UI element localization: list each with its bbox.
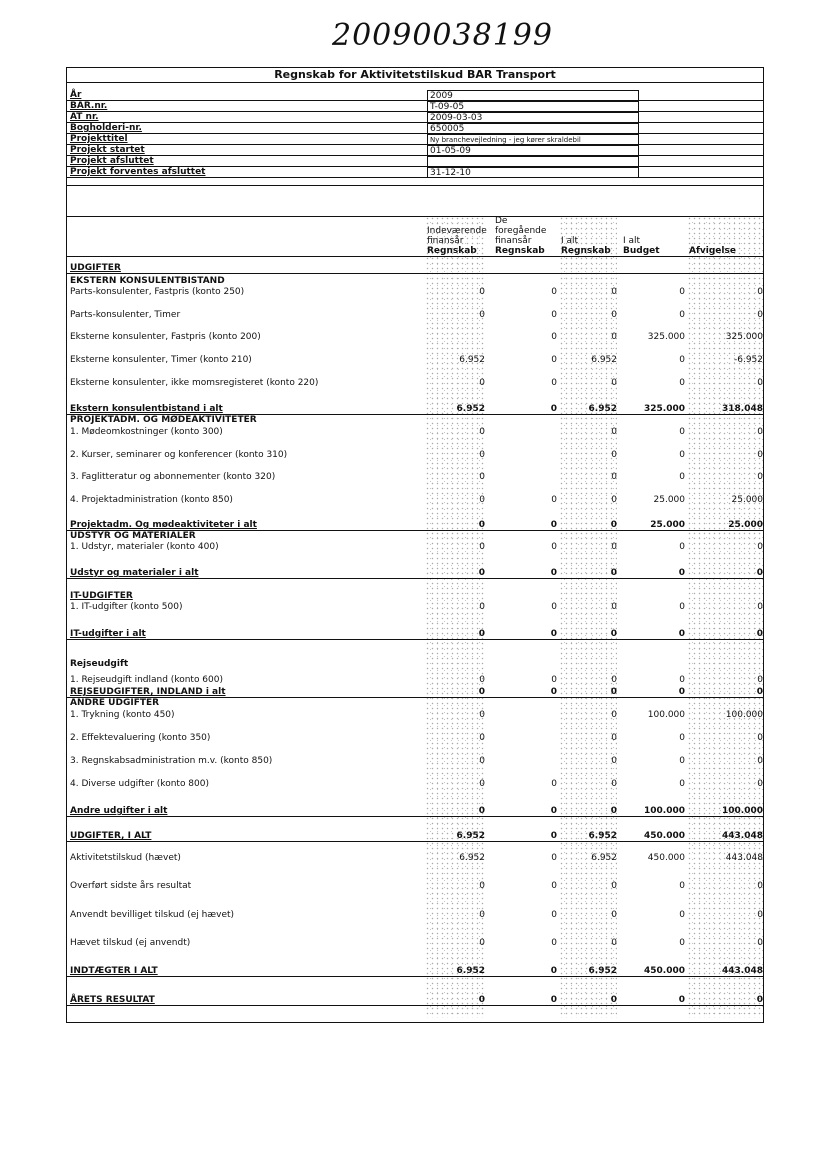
value-c5: 0 (756, 629, 763, 639)
row-label: REJSEUDGIFTER, INDLAND i alt (70, 687, 226, 697)
ledger-section-header (67, 698, 763, 709)
value-c3: 0 (610, 568, 617, 578)
value-c5: 443.048 (725, 853, 763, 863)
value-c1: 0 (478, 520, 485, 530)
col3-header: I alt Regnskab (561, 236, 611, 256)
row-label: Andre udgifter i alt (70, 806, 168, 816)
value-c1: 6.952 (456, 831, 485, 841)
ledger-item-row (67, 779, 763, 790)
row-label: Ekstern konsulentbistand i alt (70, 404, 223, 414)
row-label: Aktivitetstilskud (hævet) (70, 853, 181, 863)
value-c1: 0 (479, 910, 485, 920)
value-c2: 0 (550, 995, 557, 1005)
ledger-item-row (67, 378, 763, 389)
value-c4: 0 (679, 355, 685, 365)
value-c1: 6.952 (459, 853, 485, 863)
value-c4: 0 (679, 938, 685, 948)
value-c4: 0 (679, 779, 685, 789)
row-label: Udstyr og materialer i alt (70, 568, 199, 578)
row-label: Hævet tilskud (ej anvendt) (70, 938, 191, 948)
value-c1: 0 (479, 733, 485, 743)
ledger-item-row (67, 602, 763, 613)
value-c2: 0 (551, 495, 557, 505)
value-c1: 0 (479, 938, 485, 948)
value-c2: 0 (550, 520, 557, 530)
value-c4: 450.000 (647, 853, 685, 863)
value-c2: 0 (551, 310, 557, 320)
row-label: Eksterne konsulenter, Fastpris (konto 200) (70, 332, 261, 342)
value-c5: 100.000 (722, 806, 763, 816)
value-c1: 0 (479, 881, 485, 891)
row-label: EKSTERN KONSULENTBISTAND (70, 276, 225, 286)
value-c2: 0 (550, 831, 557, 841)
ledger-section-header (67, 415, 763, 426)
value-c3: 0 (610, 687, 617, 697)
meta-key: Projekttitel (70, 134, 128, 144)
value-c5: 0 (757, 450, 763, 460)
value-c1: 6.952 (456, 966, 485, 976)
ledger-item-row (67, 675, 763, 686)
ledger-section-header (67, 659, 763, 670)
value-c1: 0 (479, 710, 485, 720)
value-c4: 0 (679, 472, 685, 482)
value-c3: 0 (611, 287, 617, 297)
value-c4: 100.000 (647, 710, 685, 720)
value-c3: 0 (610, 806, 617, 816)
value-c3: 0 (611, 450, 617, 460)
value-c4: 0 (679, 427, 685, 437)
value-c3: 0 (610, 629, 617, 639)
row-label: IT-udgifter i alt (70, 629, 146, 639)
value-c5: 0 (757, 779, 763, 789)
value-c4: 25.000 (653, 495, 685, 505)
ledger-item-row (67, 938, 763, 949)
value-c2: 0 (551, 881, 557, 891)
row-label: Parts-konsulenter, Timer (70, 310, 181, 320)
value-c4: 0 (678, 568, 685, 578)
value-c1: 0 (479, 450, 485, 460)
ledger-item-row (67, 733, 763, 744)
value-c4: 0 (679, 378, 685, 388)
row-label: UDGIFTER, I ALT (70, 831, 152, 841)
value-c4: 100.000 (644, 806, 685, 816)
row-label: Eksterne konsulenter, ikke momsregisteret (konto 220) (70, 378, 319, 388)
sheet-title: Regnskab for Aktivitetstilskud BAR Transport (67, 68, 763, 83)
value-c5: 0 (756, 687, 763, 697)
ledger-item-row (67, 332, 763, 343)
meta-value: 2009-03-03 (427, 112, 639, 123)
row-label: 1. Trykning (konto 450) (70, 710, 175, 720)
value-c1: 0 (479, 675, 485, 685)
row-label: Rejseudgift (70, 659, 129, 669)
value-c3: 0 (611, 495, 617, 505)
row-label: UDGIFTER (70, 263, 121, 273)
value-c5: 0 (757, 378, 763, 388)
meta-value: 31-12-10 (427, 167, 639, 178)
value-c4: 0 (678, 995, 685, 1005)
value-c5: 0 (757, 675, 763, 685)
value-c5: 443.048 (722, 966, 763, 976)
value-c2: 0 (550, 629, 557, 639)
value-c4: 325.000 (647, 332, 685, 342)
ledger-section-header (67, 276, 763, 287)
value-c3: 0 (611, 310, 617, 320)
value-c3: 0 (611, 733, 617, 743)
value-c1: 0 (479, 779, 485, 789)
ledger-item-row (67, 310, 763, 321)
value-c3: 6.952 (591, 355, 617, 365)
value-c4: 0 (679, 881, 685, 891)
value-c1: 0 (478, 629, 485, 639)
value-c4: 0 (679, 310, 685, 320)
value-c5: 0 (757, 881, 763, 891)
value-c3: 0 (611, 675, 617, 685)
meta-key: Bogholderi-nr. (70, 123, 142, 133)
ledger-section-header (67, 531, 763, 542)
value-c3: 0 (611, 910, 617, 920)
value-c1: 0 (479, 602, 485, 612)
value-c2: 0 (551, 355, 557, 365)
value-c4: 450.000 (644, 831, 685, 841)
value-c4: 0 (679, 542, 685, 552)
ledger-item-row (67, 472, 763, 483)
value-c5: 318.048 (722, 404, 763, 414)
value-c1: 6.952 (459, 355, 485, 365)
meta-key: Projekt afsluttet (70, 156, 154, 166)
value-c5: 0 (757, 910, 763, 920)
row-label: Overført sidste års resultat (70, 881, 192, 891)
value-c1: 6.952 (456, 404, 485, 414)
value-c4: 450.000 (644, 966, 685, 976)
meta-key: AT nr. (70, 112, 99, 122)
value-c5: 325.000 (725, 332, 763, 342)
value-c3: 0 (611, 756, 617, 766)
value-c4: 0 (679, 675, 685, 685)
value-c4: 0 (679, 910, 685, 920)
row-label: 4. Diverse udgifter (konto 800) (70, 779, 209, 789)
ledger-item-row (67, 427, 763, 438)
value-c1: 0 (478, 995, 485, 1005)
value-c5: 0 (757, 542, 763, 552)
row-label: UDSTYR OG MATERIALER (70, 531, 196, 541)
col5-header: Afvigelse (689, 246, 736, 256)
value-c1: 0 (479, 310, 485, 320)
value-c4: 0 (678, 629, 685, 639)
value-c2: 0 (550, 687, 557, 697)
value-c1: 0 (479, 472, 485, 482)
row-label: 3. Regnskabsadministration m.v. (konto 850) (70, 756, 273, 766)
value-c4: 0 (679, 287, 685, 297)
row-label: INDTÆGTER I ALT (70, 966, 158, 976)
value-c1: 0 (478, 806, 485, 816)
value-c4: 25.000 (650, 520, 685, 530)
ledger-item-row (67, 756, 763, 767)
value-c4: 0 (679, 733, 685, 743)
value-c2: 0 (551, 910, 557, 920)
value-c3: 0 (611, 602, 617, 612)
row-label: ÅRETS RESULTAT (70, 995, 155, 1005)
value-c3: 0 (611, 938, 617, 948)
col4-header: I alt Budget (623, 236, 660, 256)
meta-key: År (70, 90, 82, 100)
ledger-item-row (67, 910, 763, 921)
value-c5: 0 (757, 938, 763, 948)
value-c5: 0 (757, 602, 763, 612)
value-c3: 6.952 (588, 831, 617, 841)
value-c3: 0 (611, 779, 617, 789)
col1-header: Indeværende finansår Regnskab (427, 226, 487, 256)
value-c2: 0 (551, 287, 557, 297)
value-c2: 0 (550, 568, 557, 578)
value-c3: 0 (611, 378, 617, 388)
value-c3: 0 (610, 520, 617, 530)
value-c1: 0 (479, 378, 485, 388)
row-label: IT-UDGIFTER (70, 591, 133, 601)
handwritten-document-number: 20090038199 (332, 18, 553, 53)
row-label: 1. IT-udgifter (konto 500) (70, 602, 183, 612)
ledger-item-row (67, 355, 763, 366)
value-c5: 100.000 (725, 710, 763, 720)
meta-value: T-09-05 (427, 101, 639, 112)
value-c4: 0 (679, 450, 685, 460)
value-c3: 6.952 (588, 404, 617, 414)
value-c2: 0 (550, 404, 557, 414)
value-c5: 0 (757, 472, 763, 482)
meta-key: BAR.nr. (70, 101, 108, 111)
value-c3: 0 (611, 332, 617, 342)
row-label: 2. Kurser, seminarer og konferencer (konto 310) (70, 450, 288, 460)
value-c1: 0 (478, 687, 485, 697)
value-c5: 0 (757, 733, 763, 743)
meta-value: 2009 (427, 90, 639, 101)
value-c2: 0 (550, 806, 557, 816)
value-c1: 0 (479, 427, 485, 437)
value-c2: 0 (551, 602, 557, 612)
row-label: 3. Faglitteratur og abonnementer (konto 320) (70, 472, 276, 482)
value-c1: 0 (479, 495, 485, 505)
row-label: Parts-konsulenter, Fastpris (konto 250) (70, 287, 245, 297)
value-c2: 0 (551, 675, 557, 685)
value-c1: 0 (479, 542, 485, 552)
value-c5: 0 (756, 995, 763, 1005)
value-c4: 325.000 (644, 404, 685, 414)
value-c5: 0 (757, 756, 763, 766)
value-c3: 0 (611, 881, 617, 891)
value-c1: 0 (479, 756, 485, 766)
meta-key: Projekt forventes afsluttet (70, 167, 206, 177)
row-label: Anvendt bevilliget tilskud (ej hævet) (70, 910, 235, 920)
accounting-sheet (66, 67, 764, 1023)
row-label: Eksterne konsulenter, Timer (konto 210) (70, 355, 252, 365)
value-c2: 0 (551, 853, 557, 863)
row-label: PROJEKTADM. OG MØDEAKTIVITETER (70, 415, 257, 425)
value-c2: 0 (550, 966, 557, 976)
value-c4: 0 (678, 687, 685, 697)
row-label: 1. Udstyr, materialer (konto 400) (70, 542, 219, 552)
value-c3: 0 (611, 542, 617, 552)
value-c2: 0 (551, 542, 557, 552)
ledger-item-row (67, 450, 763, 461)
value-c3: 0 (611, 710, 617, 720)
row-label: 2. Effektevaluering (konto 350) (70, 733, 211, 743)
value-c4: 0 (679, 602, 685, 612)
value-c3: 6.952 (591, 853, 617, 863)
meta-value: 650005 (427, 123, 639, 134)
value-c5: 0 (757, 310, 763, 320)
ledger-item-row (67, 542, 763, 553)
row-label: ANDRE UDGIFTER (70, 698, 160, 708)
value-c5: 0 (757, 427, 763, 437)
ledger-item-row (67, 287, 763, 298)
row-label: 4. Projektadministration (konto 850) (70, 495, 233, 505)
value-c3: 0 (610, 995, 617, 1005)
row-label: 1. Rejseudgift indland (konto 600) (70, 675, 223, 685)
meta-value: 01-05-09 (427, 145, 639, 156)
ledger-total-row (67, 591, 763, 602)
value-c2: 0 (551, 378, 557, 388)
value-c5: 0 (756, 568, 763, 578)
value-c2: 0 (551, 938, 557, 948)
value-c2: 0 (551, 779, 557, 789)
value-c5: 443.048 (722, 831, 763, 841)
row-label: 1. Mødeomkostninger (konto 300) (70, 427, 223, 437)
value-c4: 0 (679, 756, 685, 766)
value-c3: 0 (611, 472, 617, 482)
col2-header: De foregående finansår Regnskab (495, 216, 547, 256)
ledger-item-row (67, 710, 763, 721)
value-c5: 25.000 (728, 520, 763, 530)
meta-value: Ny branchevejledning - jeg kører skraldebil (427, 134, 639, 145)
value-c1: 0 (478, 568, 485, 578)
value-c3: 0 (611, 427, 617, 437)
value-c5: -6.952 (733, 355, 763, 365)
value-c2: 0 (551, 332, 557, 342)
ledger-item-row (67, 881, 763, 892)
value-c5: 25.000 (731, 495, 763, 505)
meta-key: Projekt startet (70, 145, 145, 155)
value-c1: 0 (479, 287, 485, 297)
value-c5: 0 (757, 287, 763, 297)
ledger-item-row (67, 495, 763, 506)
value-c3: 6.952 (588, 966, 617, 976)
ledger-item-row (67, 853, 763, 864)
row-label: Projektadm. Og mødeaktiviteter i alt (70, 520, 257, 530)
